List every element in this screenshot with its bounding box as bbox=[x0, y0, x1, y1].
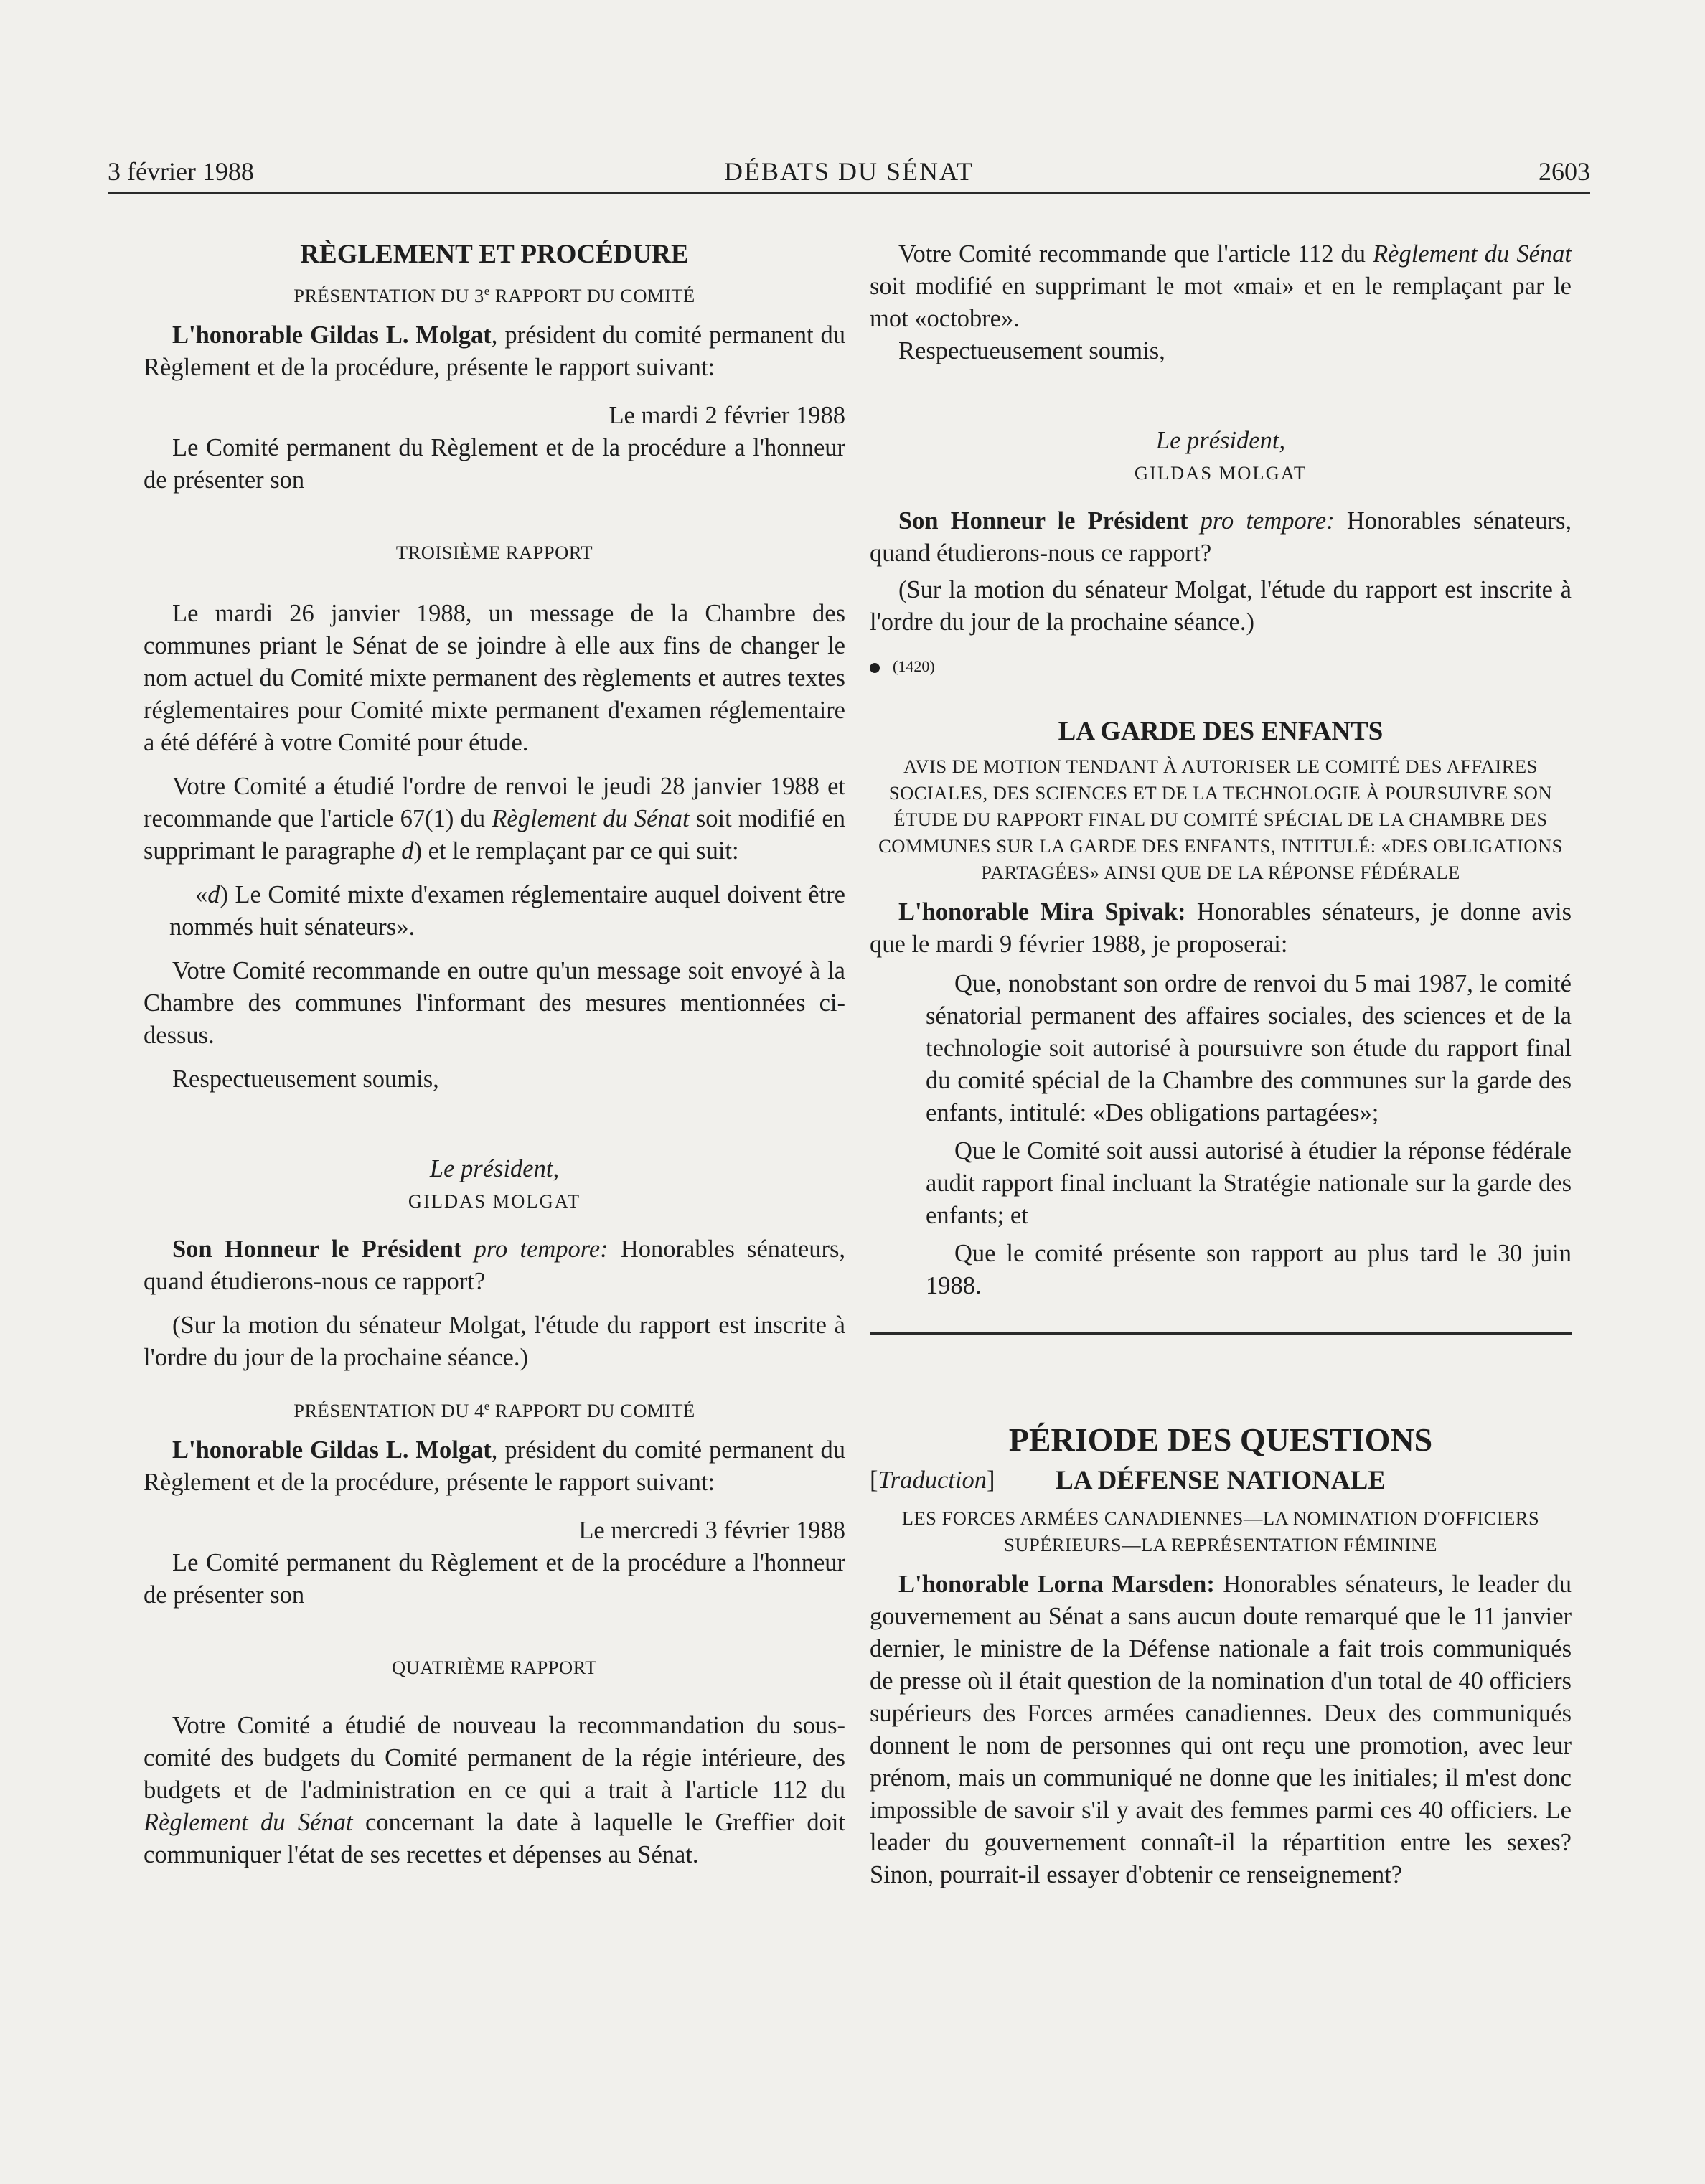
section-divider bbox=[870, 1332, 1572, 1335]
speaker-question-2: Son Honneur le Président pro tempore: Honorables sénateurs, quand étudierons-nous ce rapport? bbox=[870, 507, 1572, 567]
report3-heading: PRÉSENTATION DU 3e RAPPORT DU COMITÉ bbox=[293, 284, 695, 306]
report-date-2: Le mercredi 3 février 1988 bbox=[578, 1516, 845, 1544]
paragraph-4: Votre Comité a étudié de nouveau la recommandation du sous-comité des budgets du Comité permanent de la régie intérieure, des budgets et de l'administration en ce qui a trait à l'article 112 du Règlement du Sénat concernant la date à laquelle le Greffier doit communiquer l'état de ses recettes et dépenses au Sénat. bbox=[144, 1711, 846, 1868]
speaker-question-1: Son Honneur le Président pro tempore: Honorables sénateurs, quand étudierons-nous ce rapport? bbox=[144, 1235, 846, 1295]
report4-title: QUATRIÈME RAPPORT bbox=[392, 1656, 597, 1678]
motion-note-1: (Sur la motion du sénateur Molgat, l'étude du rapport est inscrite à l'ordre du jour de la prochaine séance.) bbox=[144, 1311, 845, 1371]
intro-paragraph-2: L'honorable Gildas L. Molgat, président du comité permanent du Règlement et de la procédure, présente le rapport suivant: bbox=[144, 1436, 845, 1496]
motion-item-2: Que le Comité soit aussi autorisé à étudier la réponse fédérale audit rapport final incluant la Stratégie nationale sur la garde des enfants; et bbox=[926, 1137, 1572, 1229]
paragraph-1: Le mardi 26 janvier 1988, un message de la Chambre des communes priant le Sénat de se joindre à elle aux fins de changer le nom actuel du Comité mixte permanent des règlements et autres textes réglementaires pour Comité mixte permanent d'examen réglementaire a été déféré à votre Comité pour étude. bbox=[144, 599, 845, 756]
honour-paragraph-1: Le Comité permanent du Règlement et de la procédure a l'honneur de présenter son bbox=[144, 433, 845, 494]
marsden-question: L'honorable Lorna Marsden: Honorables sénateurs, le leader du gouvernement au Sénat a sans aucun doute remarqué que le 11 janvier dernier, le ministre de la Défense nationale a fait trois communiqués de presse où il était question de la nomination d'un total de 40 officiers supérieurs des Forces armées canadiennes. Deux des communiqués donnent le nom de personnes qui ont reçu une promotion, avec leur prénom, mais un communiqué ne donne que les initiales; il m'est donc impossible de savoir s'il y avait des femmes parmi ces 40 officiers. Le leader du gouvernement connaît-il la répartition entre les sexes? Sinon, pourrait-il essayer d'obtenir ce renseignement? bbox=[870, 1571, 1572, 1888]
intro-paragraph-1: L'honorable Gildas L. Molgat, président du comité permanent du Règlement et de la procédure, présente le rapport suivant: bbox=[144, 321, 845, 381]
signature-name-2: GILDAS MOLGAT bbox=[1134, 462, 1307, 484]
paragraph-3: Votre Comité recommande en outre qu'un message soit envoyé à la Chambre des communes l'informant des mesures mentionnées ci-dessus. bbox=[144, 956, 845, 1049]
signature-name-1: GILDAS MOLGAT bbox=[408, 1190, 581, 1212]
respectfully-submitted-2: Respectueusement soumis, bbox=[898, 337, 1165, 364]
report4-heading: PRÉSENTATION DU 4e RAPPORT DU COMITÉ bbox=[293, 1398, 695, 1421]
garde-section-title: LA GARDE DES ENFANTS bbox=[1058, 717, 1384, 746]
defense-subtitle: LES FORCES ARMÉES CANADIENNES—LA NOMINATION D'OFFICIERS SUPÉRIEURS—LA REPRÉSENTATION FÉMININE bbox=[901, 1507, 1540, 1555]
paragraph-5: Votre Comité recommande que l'article 112 du Règlement du Sénat soit modifié en supprimant le mot «mai» et en le remplaçant par le mot «octobre». bbox=[870, 240, 1572, 332]
report-date-1: Le mardi 2 février 1988 bbox=[609, 401, 845, 429]
right-column bbox=[870, 228, 1572, 1891]
bullet-icon bbox=[870, 663, 880, 673]
section-title: RÈGLEMENT ET PROCÉDURE bbox=[300, 240, 689, 269]
motion-item-3: Que le comité présente son rapport au plus tard le 30 juin 1988. bbox=[926, 1240, 1572, 1299]
page-number: 2603 bbox=[1539, 157, 1590, 186]
motion-item-1: Que, nonobstant son ordre de renvoi du 5 mai 1987, le comité sénatorial permanent des affaires sociales, des sciences et de la technologie soit autorisé à poursuivre son étude du rapport final du comité spécial de la Chambre des communes sur la garde des enfants, intitulé: «Des obligations partagées»; bbox=[926, 970, 1572, 1126]
garde-subtitle: AVIS DE MOTION TENDANT À AUTORISER LE COMITÉ DES AFFAIRES SOCIALES, DES SCIENCES ET DE LA TECHNOLOGIE À POURSUIVRE SON ÉTUDE DU RAPPORT FINAL DU COMITÉ SPÉCIAL DE LA CHAMBRE DES COMMUNES SUR LA GARDE DES ENFANTS, INTITULÉ: «DES OBLIGATIONS PARTAGÉES» AINSI QUE DE LA RÉPONSE FÉDÉRALE bbox=[878, 756, 1563, 883]
signature-title-2: Le président, bbox=[1155, 427, 1286, 454]
speaker-name: L'honorable Gildas L. Molgat bbox=[172, 321, 492, 349]
quoted-paragraph: «d) Le Comité mixte d'examen réglementaire auquel doivent être nommés huit sénateurs». bbox=[169, 880, 845, 941]
page-header bbox=[108, 152, 1590, 194]
motion-note-2: (Sur la motion du sénateur Molgat, l'étude du rapport est inscrite à l'ordre du jour de la prochaine séance.) bbox=[870, 576, 1572, 636]
honour-paragraph-2: Le Comité permanent du Règlement et de la procédure a l'honneur de présenter son bbox=[144, 1548, 845, 1609]
report3-title: TROISIÈME RAPPORT bbox=[395, 541, 593, 563]
header-title: DÉBATS DU SÉNAT bbox=[723, 157, 974, 186]
signature-title-1: Le président, bbox=[429, 1154, 560, 1182]
defense-section-title: LA DÉFENSE NATIONALE bbox=[1056, 1466, 1386, 1495]
spivak-notice: L'honorable Mira Spivak: Honorables sénateurs, je donne avis que le mardi 9 février 1988, je proposerai: bbox=[870, 898, 1572, 958]
left-column bbox=[144, 228, 845, 1871]
header-date: 3 février 1988 bbox=[108, 157, 254, 186]
time-marker: (1420) bbox=[870, 650, 1572, 682]
translation-tag: [Traduction] bbox=[870, 1467, 995, 1494]
paragraph-2: Votre Comité a étudié l'ordre de renvoi le jeudi 28 janvier 1988 et recommande que l'article 67(1) du Règlement du Sénat soit modifié en supprimant le paragraphe d) et le remplaçant par ce qui suit: bbox=[144, 772, 845, 865]
questions-section-title: PÉRIODE DES QUESTIONS bbox=[1008, 1421, 1433, 1458]
respectfully-submitted-1: Respectueusement soumis, bbox=[172, 1065, 439, 1093]
